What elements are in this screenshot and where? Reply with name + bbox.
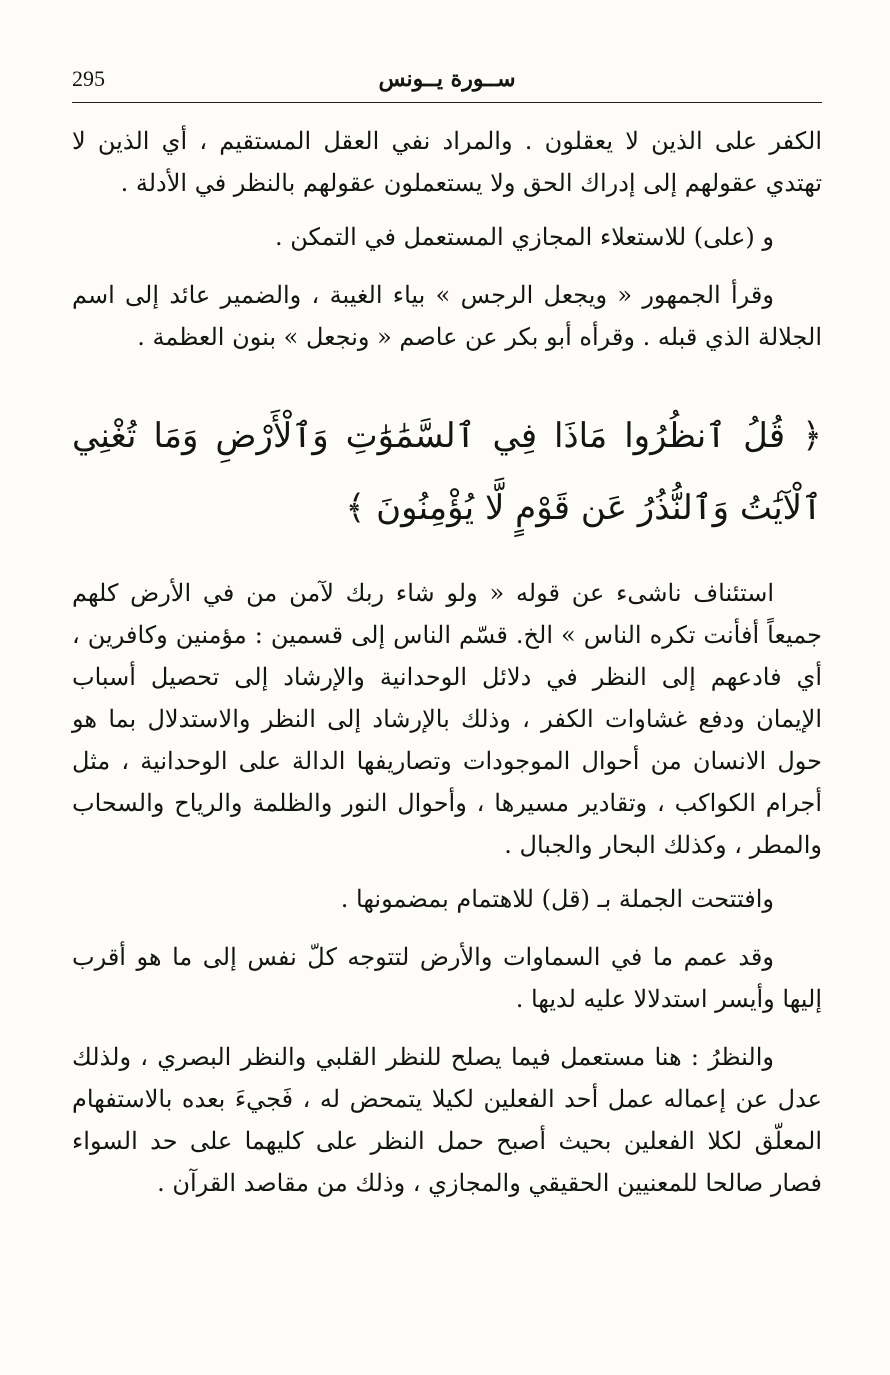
paragraph-umum: وقد عمم ما في السماوات والأرض لتتوجه كلّ نفس إلى ما هو أقرب إليها وأيسر استدلالا عليه لديها . <box>72 943 822 1013</box>
page-header <box>72 64 822 106</box>
quran-verse: ﴿ قُلُ ٱنظُرُوا مَاذَا فِي ٱلسَّمَٰوَٰتِ وَٱلْأَرْضِ وَمَا تُغْنِي ٱلْآيَٰتُ وَٱلنُّذُرُ عَن قَوْمٍ لَّا يُؤْمِنُونَ ﴾ <box>72 416 822 528</box>
paragraph-istinaf: استئناف ناشىء عن قوله « ولو شاء ربك لآمن من في الأرض كلهم جميعاً أفأنت تكره الناس » الخ. قسّم الناس إلى قسمين : مؤمنين وكافرين ، أي فادعهم إلى النظر في دلائل الوحدانية والإرشاد إلى تحصيل أسباب الإيمان ودفع غشاوات الكفر ، وذلك بالإرشاد إلى النظر والاستدلال بما هو حول الانسان من أحوال الموجودات وتصاريفها الدالة على الوحدانية ، مثل أجرام الكواكب ، وتقادير مسيرها ، وأحوال النور والظلمة والرياح والسحاب والمطر ، وكذلك البحار والجبال . <box>72 579 822 859</box>
paragraph-qiraat: وقرأ الجمهور « ويجعل الرجس » بياء الغيبة ، والضمير عائد إلى اسم الجلالة الذي قبله . وقرأه أبو بكر عن عاصم « ونجعل » بنون العظمة . <box>72 281 822 351</box>
paragraph-ala: و (على) للاستعلاء المجازي المستعمل في التمكن . <box>274 223 774 251</box>
page-number: 295 <box>72 66 105 91</box>
paragraph-qul: وافتتحت الجملة بـ (قل) للاهتمام بمضمونها . <box>340 885 774 913</box>
header-divider <box>72 102 822 103</box>
paragraph-nazar: والنظرُ : هنا مستعمل فيما يصلح للنظر القلبي والنظر البصري ، ولذلك عدل عن إعماله عمل أحد الفعلين لكيلا يتمحض له ، فَجيءَ بعده بالاستفهام المعلّق لكلا الفعلين بحيث أصبح حمل النظر على كليهما على حد السواء فصار صالحا للمعنيين الحقيقي والمجازي ، وذلك من مقاصد القرآن . <box>72 1043 822 1197</box>
running-title: ســورة يــونس <box>378 66 516 92</box>
paragraph-continuation: الكفر على الذين لا يعقلون . والمراد نفي العقل المستقيم ، أي الذين لا تهتدي عقولهم إلى إدراك الحق ولا يستعملون عقولهم بالنظر في الأدلة . <box>72 127 822 197</box>
page-body <box>72 120 822 1204</box>
